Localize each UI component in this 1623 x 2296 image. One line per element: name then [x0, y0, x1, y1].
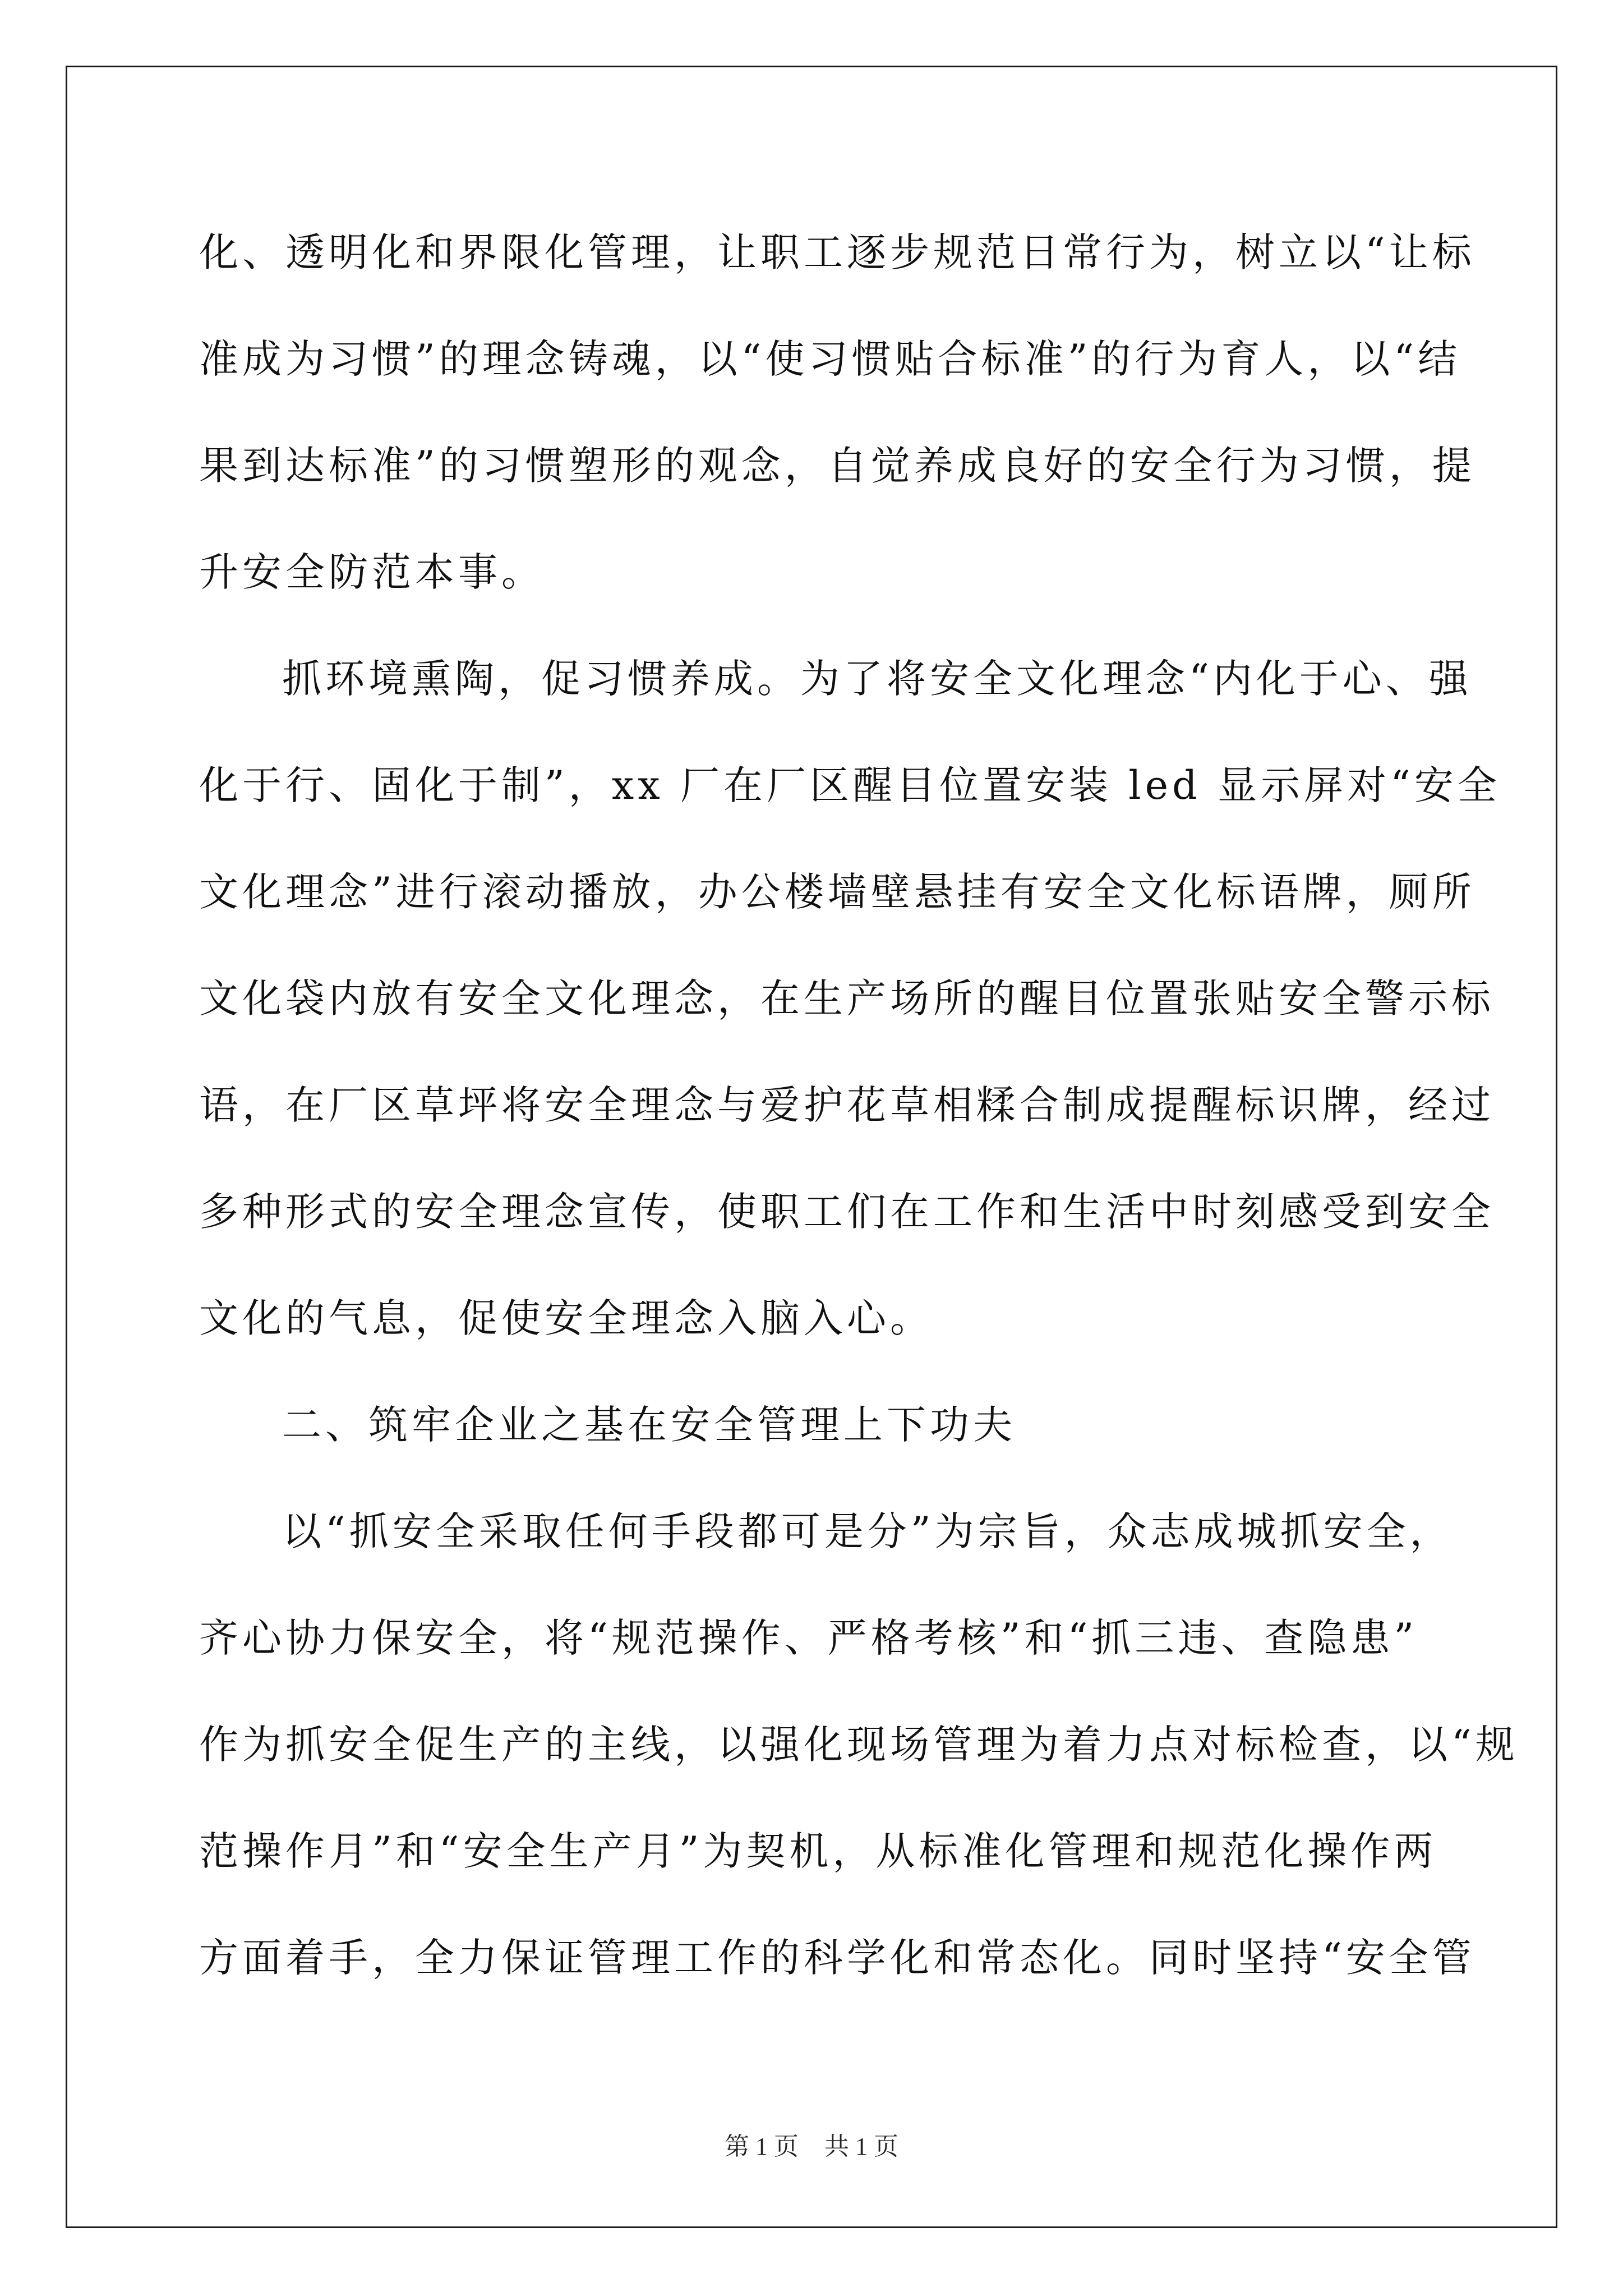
- text-line: 语，在厂区草坪将安全理念与爱护花草相糅合制成提醒标识牌，经过: [199, 1082, 1495, 1128]
- text-line: 多种形式的安全理念宣传，使职工们在工作和生活中时刻感受到安全: [199, 1189, 1495, 1235]
- text-line: 升安全防范本事。: [199, 549, 545, 595]
- page-total: 共 1 页: [824, 2133, 898, 2160]
- text-line: 化于行、固化于制”，xx 厂在厂区醒目位置安装 led 显示屏对“安全: [199, 762, 1501, 808]
- page-footer: [0, 2126, 1623, 2162]
- text-line: 文化的气息，促使安全理念入脑入心。: [199, 1295, 933, 1341]
- text-line: 抓环境熏陶，促习惯养成。为了将安全文化理念“内化于心、强: [282, 656, 1472, 702]
- page-number: 第 1 页: [725, 2133, 799, 2160]
- text-line: 文化袋内放有安全文化理念，在生产场所的醒目位置张贴安全警示标: [199, 976, 1495, 1022]
- text-line: 果到达标准”的习惯塑形的观念，自觉养成良好的安全行为习惯，提: [199, 443, 1476, 489]
- text-line: 以“抓安全采取任何手段都可是分”为宗旨，众志成城抓安全，: [282, 1508, 1453, 1554]
- document-body: [199, 219, 1519, 2031]
- text-line: 范操作月”和“安全生产月”为契机，从标准化管理和规范化操作两: [199, 1828, 1437, 1874]
- text-line: 齐心协力保安全，将“规范操作、严格考核”和“抓三违、查隐患”: [199, 1615, 1418, 1661]
- text-line: 方面着手，全力保证管理工作的科学化和常态化。同时坚持“安全管: [199, 1935, 1476, 1981]
- text-line: 作为抓安全促生产的主线，以强化现场管理为着力点对标检查，以“规: [199, 1722, 1519, 1768]
- text-line: 文化理念”进行滚动播放，办公楼墙壁悬挂有安全文化标语牌，厕所: [199, 869, 1476, 915]
- text-line: 化、透明化和界限化管理，让职工逐步规范日常行为，树立以“让标: [199, 229, 1476, 275]
- section-heading: 二、筑牢企业之基在安全管理上下功夫: [282, 1402, 1016, 1448]
- text-line: 准成为习惯”的理念铸魂，以“使习惯贴合标准”的行为育人，以“结: [199, 336, 1461, 382]
